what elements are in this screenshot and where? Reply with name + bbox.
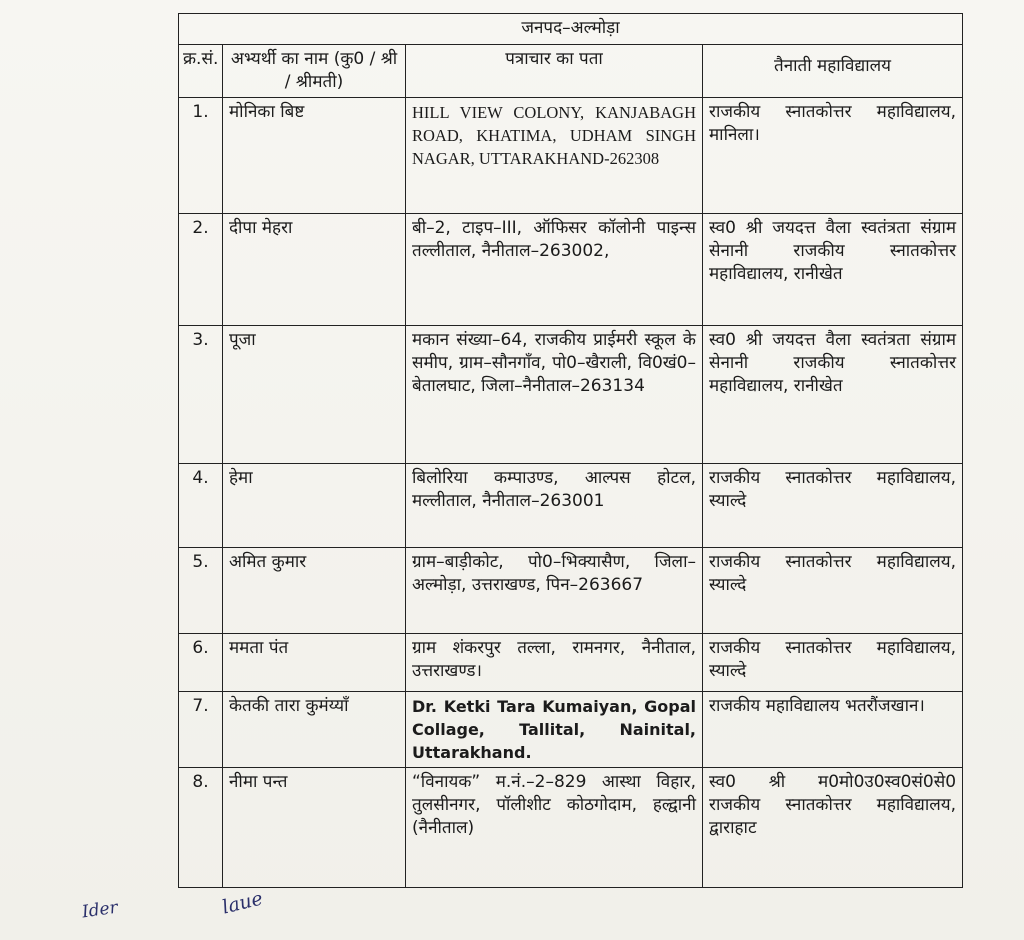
table-row <box>179 326 963 464</box>
serial-cell: 5. <box>179 548 223 634</box>
name-cell: मोनिका बिष्ट <box>223 98 406 214</box>
name-cell: दीपा मेहरा <box>223 214 406 326</box>
serial-cell: 6. <box>179 634 223 692</box>
signature-2: laue <box>219 887 265 919</box>
header-row <box>179 45 963 98</box>
college-cell: स्व0 श्री जयदत्त वैला स्वतंत्रता संग्राम सेनानी राजकीय स्नातकोत्तर महाविद्यालय, रानीखेत <box>703 214 963 326</box>
name-cell: हेमा <box>223 464 406 548</box>
table-row <box>179 768 963 888</box>
address-cell: बिलोरिया कम्पाउण्ड, आल्पस होटल, मल्लीताल, नैनीताल–263001 <box>406 464 703 548</box>
table-row <box>179 548 963 634</box>
serial-cell: 7. <box>179 692 223 768</box>
serial-cell: 3. <box>179 326 223 464</box>
address-cell: बी–2, टाइप–III, ऑफिसर कॉलोनी पाइन्स तल्लीताल, नैनीताल–263002, <box>406 214 703 326</box>
college-cell: स्व0 श्री म0मो0उ0स्व0सं0से0 राजकीय स्नातकोत्तर महाविद्यालय, द्वाराहाट <box>703 768 963 888</box>
table-row <box>179 464 963 548</box>
name-cell: केतकी तारा कुमंय्याँ <box>223 692 406 768</box>
serial-cell: 8. <box>179 768 223 888</box>
address-cell: ग्राम–बाड़ीकोट, पो0–भिक्यासैण, जिला–अल्मोड़ा, उत्तराखण्ड, पिन–263667 <box>406 548 703 634</box>
college-cell: राजकीय स्नातकोत्तर महाविद्यालय, स्याल्दे <box>703 548 963 634</box>
name-cell: नीमा पन्त <box>223 768 406 888</box>
header-serial: क्र.सं. <box>179 45 223 98</box>
college-cell: राजकीय स्नातकोत्तर महाविद्यालय, मानिला। <box>703 98 963 214</box>
candidate-posting-table <box>178 13 963 888</box>
name-cell: पूजा <box>223 326 406 464</box>
serial-cell: 2. <box>179 214 223 326</box>
signature-1: Ider <box>80 897 120 923</box>
header-address: पत्राचार का पता <box>406 45 703 98</box>
serial-cell: 4. <box>179 464 223 548</box>
address-cell: ग्राम शंकरपुर तल्ला, रामनगर, नैनीताल, उत्तराखण्ड। <box>406 634 703 692</box>
address-cell: मकान संख्या–64, राजकीय प्राईमरी स्कूल के समीप, ग्राम–सौनगाँव, पो0–खैराली, वि0खं0–बेतालघाट, जिला–नैनीताल–263134 <box>406 326 703 464</box>
address-cell: HILL VIEW COLONY, KANJABAGH ROAD, KHATIMA, UDHAM SINGH NAGAR, UTTARAKHAND-262308 <box>406 98 703 214</box>
serial-cell: 1. <box>179 98 223 214</box>
table-row <box>179 214 963 326</box>
college-cell: राजकीय महाविद्यालय भतरौंजखान। <box>703 692 963 768</box>
name-cell: ममता पंत <box>223 634 406 692</box>
college-cell: स्व0 श्री जयदत्त वैला स्वतंत्रता संग्राम सेनानी राजकीय स्नातकोत्तर महाविद्यालय, रानीखेत <box>703 326 963 464</box>
college-cell: राजकीय स्नातकोत्तर महाविद्यालय, स्याल्दे <box>703 464 963 548</box>
table-row <box>179 692 963 768</box>
address-cell: “विनायक” म.नं.–2–829 आस्था विहार, तुलसीनगर, पॉलीशीट कोठगोदाम, हल्द्वानी (नैनीताल) <box>406 768 703 888</box>
table-row <box>179 98 963 214</box>
name-cell: अमित कुमार <box>223 548 406 634</box>
header-name: अभ्यर्थी का नाम (कु0 / श्री / श्रीमती) <box>223 45 406 98</box>
district-row <box>179 14 963 45</box>
table-row <box>179 634 963 692</box>
district-heading: जनपद–अल्मोड़ा <box>179 14 963 45</box>
address-cell: Dr. Ketki Tara Kumaiyan, Gopal Collage, Tallital, Nainital, Uttarakhand. <box>406 692 703 768</box>
header-college: तैनाती महाविद्यालय <box>703 45 963 98</box>
college-cell: राजकीय स्नातकोत्तर महाविद्यालय, स्याल्दे <box>703 634 963 692</box>
